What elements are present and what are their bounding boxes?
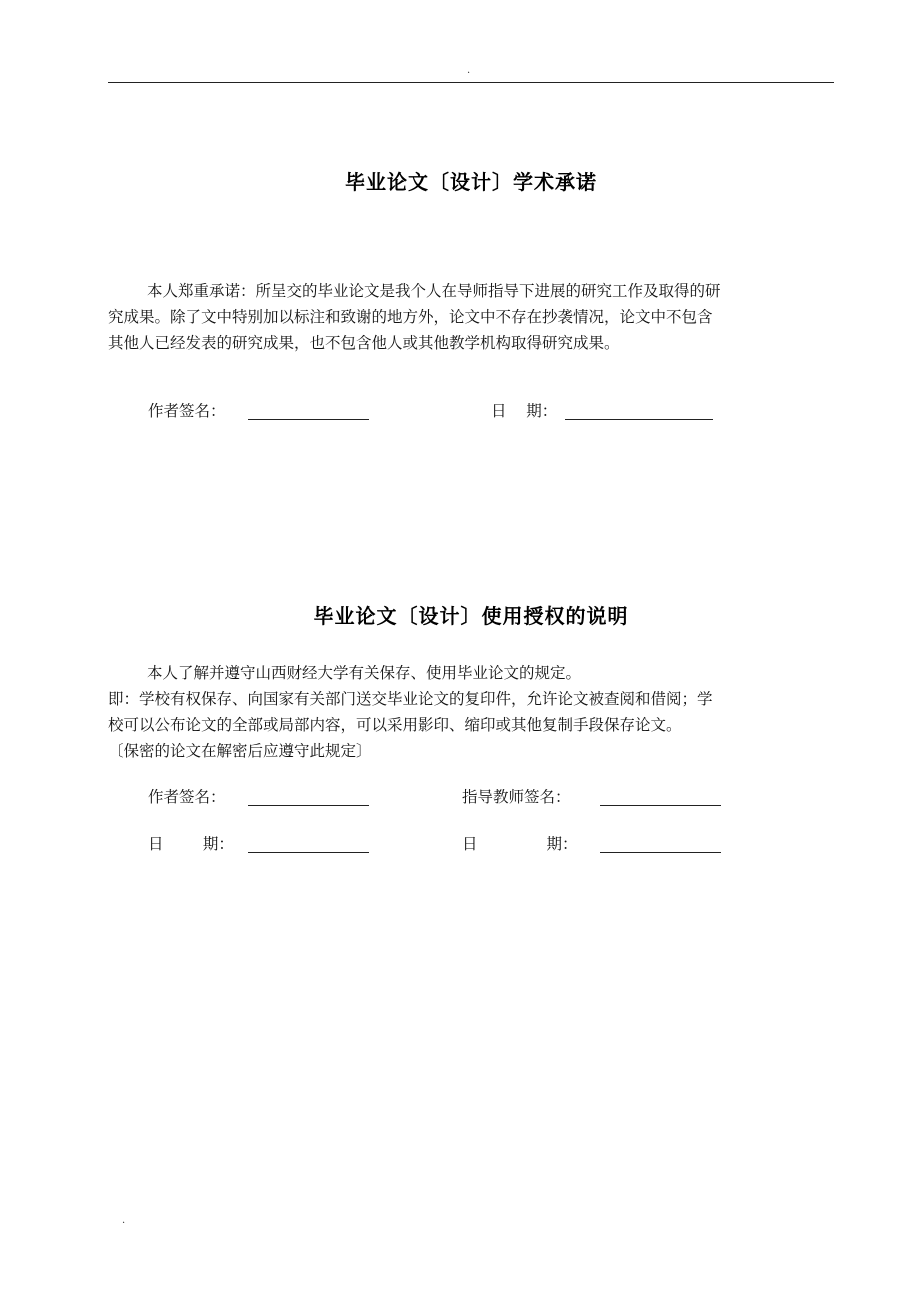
authorization-author-date-label: 日 期： <box>148 835 234 853</box>
authorization-title: 毕业论文〔设计〕使用授权的说明 <box>313 604 629 628</box>
authorization-line: 本人了解并遵守山西财经大学有关保存、使用毕业论文的规定。 <box>147 664 582 682</box>
authorization-line: 即：学校有权保存、向国家有关部门送交毕业论文的复印件，允许论文被查阅和借阅；学 <box>108 690 713 708</box>
commitment-line: 其他人已经发表的研究成果，也不包含他人或其他教学机构取得研究成果。 <box>108 334 620 352</box>
authorization-line: 〔保密的论文在解密后应遵守此规定〕 <box>108 742 372 760</box>
commitment-author-signature-label: 作者签名： <box>148 402 226 420</box>
commitment-line: 究成果。除了文中特别加以标注和致谢的地方外，论文中不存在抄袭情况，论文中不包含 <box>108 308 713 326</box>
advisor-date-line[interactable] <box>600 852 721 853</box>
authorization-author-date-line[interactable] <box>248 852 369 853</box>
header-mark: . <box>467 65 471 76</box>
commitment-date-label: 日 期： <box>491 402 558 420</box>
authorization-paragraph <box>108 660 834 764</box>
advisor-signature-label: 指导教师签名： <box>462 788 571 806</box>
commitment-paragraph <box>108 278 834 356</box>
commitment-date-line[interactable] <box>565 419 713 420</box>
header-rule <box>108 82 834 83</box>
commitment-title: 毕业论文〔设计〕学术承诺 <box>345 170 597 194</box>
commitment-line: 本人郑重承诺：所呈交的毕业论文是我个人在导师指导下进展的研究工作及取得的研 <box>147 282 721 300</box>
commitment-author-signature-line[interactable] <box>248 419 369 420</box>
authorization-author-signature-line[interactable] <box>248 805 369 806</box>
footer-mark: . <box>122 1215 126 1226</box>
advisor-signature-line[interactable] <box>600 805 721 806</box>
authorization-line: 校可以公布论文的全部或局部内容，可以采用影印、缩印或其他复制手段保存论文。 <box>108 716 682 734</box>
advisor-date-label: 日 期： <box>462 835 578 853</box>
authorization-author-signature-label: 作者签名： <box>148 788 226 806</box>
